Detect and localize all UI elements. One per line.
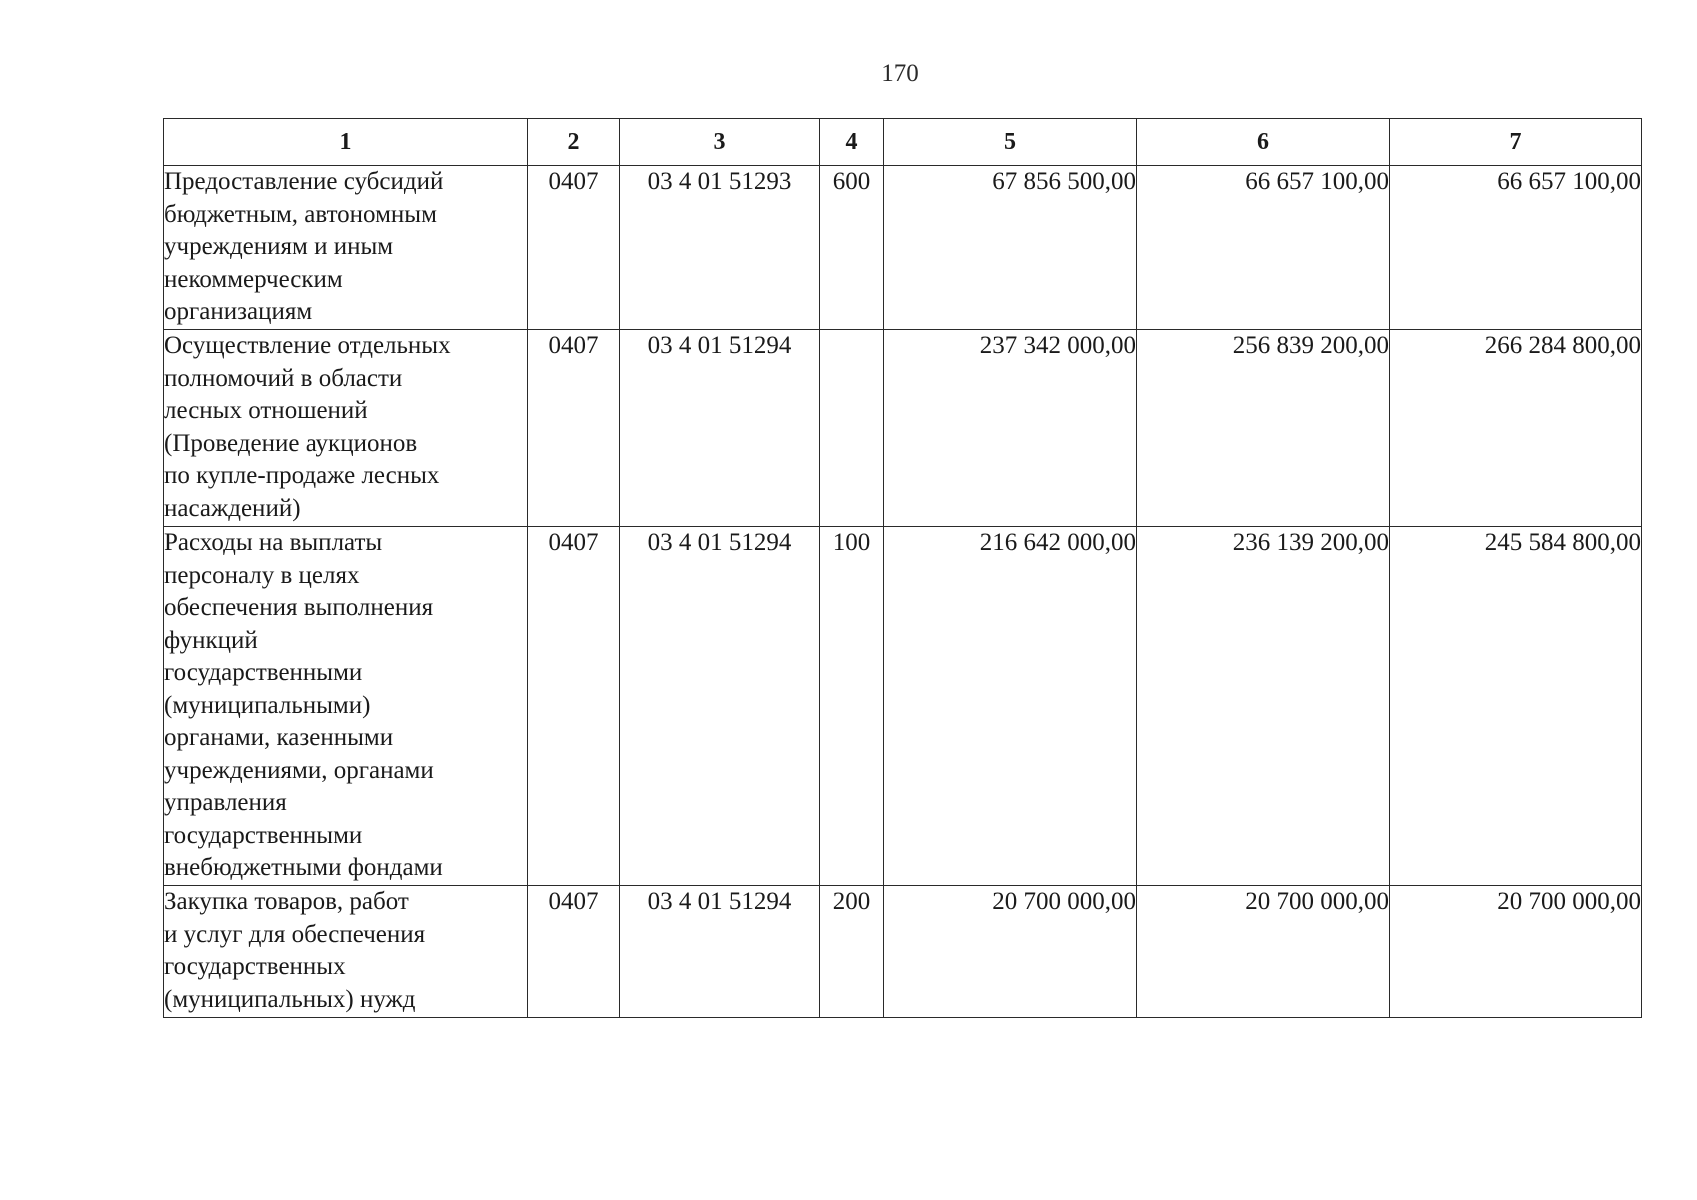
- column-header: 1: [164, 119, 528, 166]
- section-code: 0407: [528, 886, 620, 1018]
- target-article-code: 03 4 01 51294: [620, 527, 820, 886]
- target-article-code: 03 4 01 51294: [620, 330, 820, 527]
- amount-column-6: 236 139 200,00: [1137, 527, 1390, 886]
- column-header: 7: [1390, 119, 1642, 166]
- section-code: 0407: [528, 527, 620, 886]
- expense-name: Предоставление субсидий бюджетным, автономным учреждениям и иным некоммерческим организациям: [164, 166, 528, 330]
- amount-column-6: 20 700 000,00: [1137, 886, 1390, 1018]
- column-header: 2: [528, 119, 620, 166]
- section-code: 0407: [528, 166, 620, 330]
- amount-column-5: 67 856 500,00: [884, 166, 1137, 330]
- expense-type-code: [820, 330, 884, 527]
- amount-column-6: 256 839 200,00: [1137, 330, 1390, 527]
- expense-type-code: 100: [820, 527, 884, 886]
- expense-name: Закупка товаров, работ и услуг для обеспечения государственных (муниципальных) нужд: [164, 886, 528, 1018]
- target-article-code: 03 4 01 51293: [620, 166, 820, 330]
- column-header: 6: [1137, 119, 1390, 166]
- section-code: 0407: [528, 330, 620, 527]
- amount-column-7: 245 584 800,00: [1390, 527, 1642, 886]
- amount-column-5: 216 642 000,00: [884, 527, 1137, 886]
- expense-type-code: 200: [820, 886, 884, 1018]
- column-header: 3: [620, 119, 820, 166]
- expense-name: Осуществление отдельных полномочий в области лесных отношений (Проведение аукционов по купле-продаже лесных насаждений): [164, 330, 528, 527]
- amount-column-7: 66 657 100,00: [1390, 166, 1642, 330]
- header-row: [164, 119, 1642, 166]
- amount-column-5: 20 700 000,00: [884, 886, 1137, 1018]
- table-row: [164, 886, 1642, 1018]
- table-row: [164, 330, 1642, 527]
- table-row: [164, 166, 1642, 330]
- amount-column-7: 20 700 000,00: [1390, 886, 1642, 1018]
- amount-column-5: 237 342 000,00: [884, 330, 1137, 527]
- amount-column-7: 266 284 800,00: [1390, 330, 1642, 527]
- amount-column-6: 66 657 100,00: [1137, 166, 1390, 330]
- column-header: 4: [820, 119, 884, 166]
- target-article-code: 03 4 01 51294: [620, 886, 820, 1018]
- page-number: 170: [881, 60, 919, 87]
- expense-type-code: 600: [820, 166, 884, 330]
- expense-name: Расходы на выплаты персоналу в целях обеспечения выполнения функций государственными (муниципальными) органами, казенными учреждениями, органами управления государственными внебюджетными фондами: [164, 527, 528, 886]
- budget-table: [163, 118, 1642, 1018]
- column-header: 5: [884, 119, 1137, 166]
- table-row: [164, 527, 1642, 886]
